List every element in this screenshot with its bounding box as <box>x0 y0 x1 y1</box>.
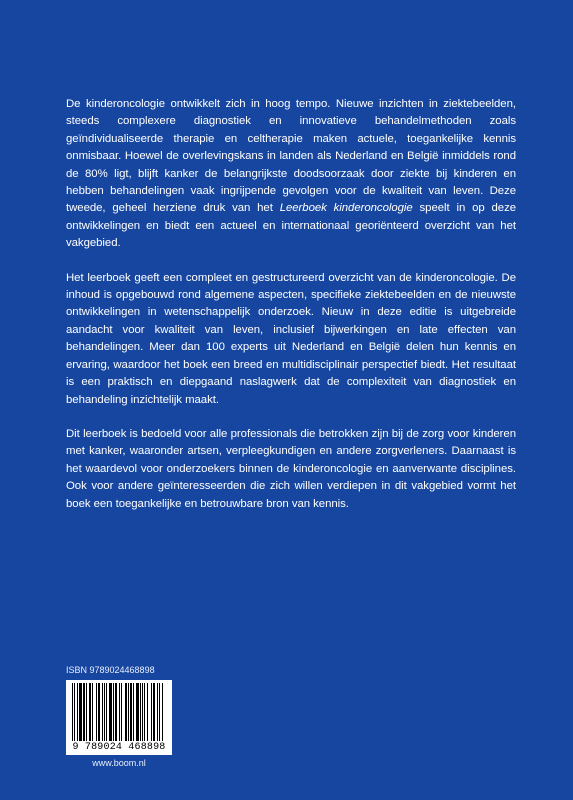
barcode-digits: 9 789024 468898 <box>72 742 166 753</box>
blurb-paragraph-1-after: speelt in op deze ontwikkelingen en biedt een actueel en internationaal georiënteerd overzicht van het vakgebied. <box>66 202 517 250</box>
blurb-paragraph-1 <box>66 96 516 253</box>
isbn-label: ISBN 9789024468898 <box>66 665 155 675</box>
isbn-barcode <box>66 680 172 755</box>
blurb-paragraph-3: Dit leerboek is bedoeld voor alle professionals die betrokken zijn bij de zorg voor kinderen met kanker, waaronder artsen, verpleegkundigen en andere zorgverleners. Daarnaast is het waardevol voor onderzoekers binnen de kinderoncologie en aanverwante disciplines. Ook voor andere geïnteresseerden die zich willen verdiepen in dit vakgebied vormt het boek een toegankelijke en betrouwbare bron van kennis. <box>66 427 516 510</box>
blurb-paragraph-2: Het leerboek geeft een compleet en gestructureerd overzicht van de kinderoncologie. De inhoud is opgebouwd rond algemene aspecten, specifieke ziektebeelden en de nieuwste ontwikkelingen in wetenschappelijk onderzoek. Nieuw in deze editie is uitgebreide aandacht voor kwaliteit van leven, inclusief bijwerkingen en late effecten van behandelingen. Meer dan 100 experts uit Nederland en België delen hun kennis en ervaring, waardoor het boek een breed en multidisciplinair perspectief biedt. Het resultaat is een praktisch en diepgaand naslagwerk dat de complexiteit van diagnostiek en behandeling inzichtelijk maakt. <box>66 271 516 406</box>
book-title-italic: Leerboek kinderoncologie <box>279 202 413 215</box>
publisher-website: www.boom.nl <box>92 758 146 768</box>
barcode-bars-icon <box>71 683 167 741</box>
blurb-paragraph-1-before: De kinderoncologie ontwikkelt zich in hoog tempo. Nieuwe inzichten in ziektebeelden, steeds complexere diagnostiek en innovatieve behandelmethoden zoals geïndividualiseerde therapie en celtherapie maken actuele, toegankelijke kennis onmisbaar. Hoewel de overlevingskans in landen als Nederland en België inmiddels rond de 80% ligt, blijft kanker de belangrijkste doodsoorzaak door ziekte bij kinderen en hebben behandelingen vaak ingrijpende gevolgen voor de kwaliteit van leven. Deze tweede, geheel herziene druk van het <box>66 98 516 215</box>
back-cover-blurb <box>66 96 516 530</box>
